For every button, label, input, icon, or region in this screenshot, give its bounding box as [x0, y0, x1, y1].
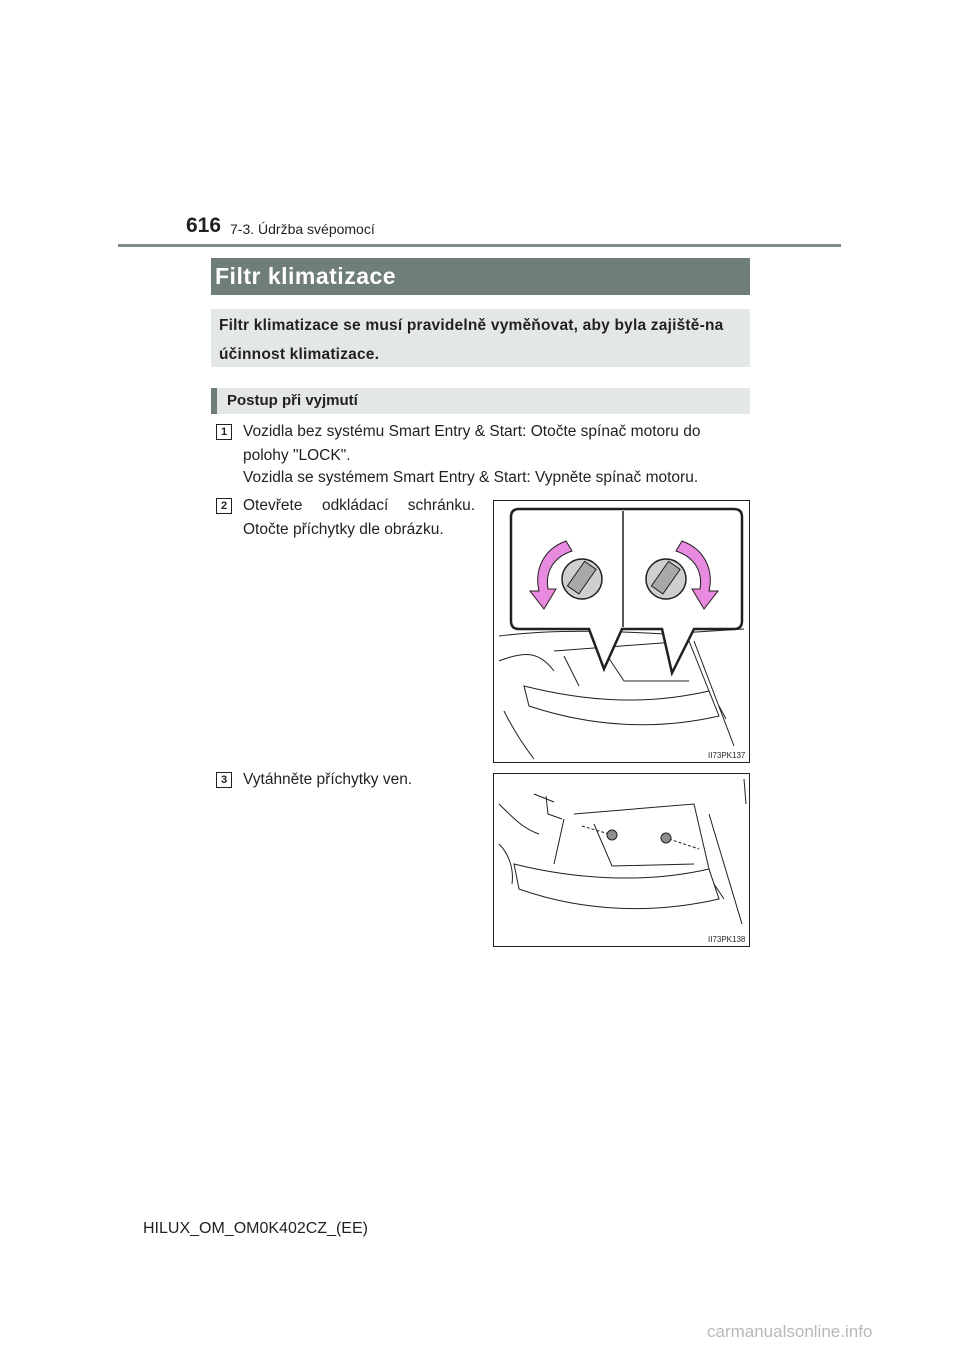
subheading: Postup při vyjmutí [211, 388, 750, 414]
step-number-1: 1 [216, 424, 232, 440]
figure-clip-rotation [493, 500, 750, 763]
page-title: Filtr klimatizace [211, 258, 750, 295]
step-1-text-2: Vozidla se systémem Smart Entry & Start: Vypněte spínač motoru. [243, 469, 699, 486]
document-id: HILUX_OM_OM0K402CZ_(EE) [143, 1220, 368, 1237]
page-number: 616 [186, 214, 222, 237]
glove-box-illustration-2 [494, 774, 749, 946]
header-divider [118, 244, 841, 247]
figure-code-2: II73PK138 [708, 935, 746, 944]
figure-clip-removal [493, 773, 750, 947]
intro-text: Filtr klimatizace se musí pravidelně vyměňovat, aby byla zajiště-na účinnost klimatizace. [211, 309, 750, 367]
figure-code-1: II73PK137 [708, 751, 746, 760]
step-2-text: Otevřete odkládací schránku. Otočte příchytky dle obrázku. [243, 497, 475, 538]
step-number-3: 3 [216, 772, 232, 788]
step-1-text: Vozidla bez systému Smart Entry & Start: Otočte spínač motoru do polohy "LOCK". [243, 423, 701, 464]
glove-box-illustration-1 [494, 501, 749, 762]
step-3-text: Vytáhněte příchytky ven. [243, 771, 413, 788]
watermark: carmanualsonline.info [707, 1322, 873, 1341]
section-path: 7-3. Údržba svépomocí [230, 221, 375, 237]
step-number-2: 2 [216, 498, 232, 514]
